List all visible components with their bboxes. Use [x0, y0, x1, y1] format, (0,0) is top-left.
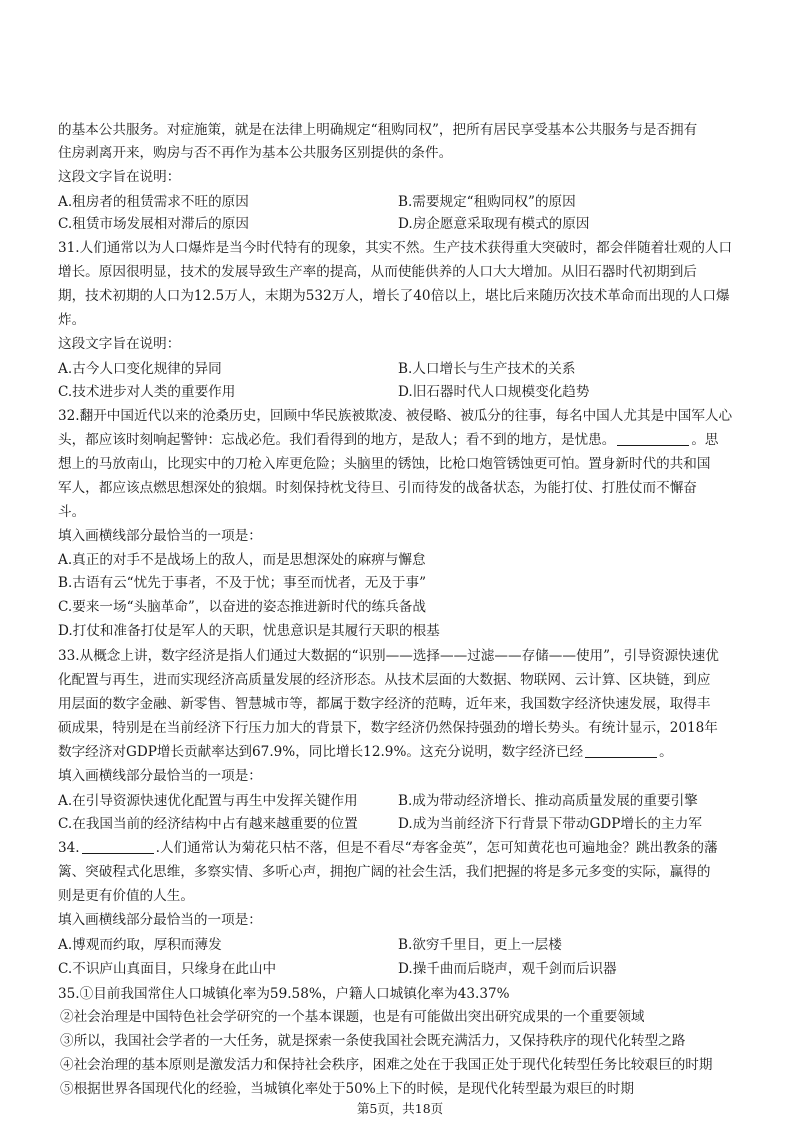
- fill-blank: [82, 839, 154, 854]
- paragraph-line: 斗。: [58, 504, 86, 520]
- paragraph-line: 住房剥离开来，购房与否不再作为基本公共服务区别提供的条件。: [58, 145, 453, 161]
- option-b: B.成为带动经济增长、推动高质量发展的重要引擎: [398, 793, 698, 809]
- paragraph-line: 32.翻开中国近代以来的沧桑历史，回顾中华民族被欺凌、被侵略、被瓜分的往事，每名中国人尤其是中国军人心: [58, 408, 733, 424]
- option-c: C.租赁市场发展相对滞后的原因: [58, 216, 249, 232]
- paragraph-line: 增长。原因很明显，技术的发展导致生产率的提高，从而使能供养的人口大大增加。从旧石器时代初期到后: [58, 264, 697, 280]
- paragraph-line: 34. .人们通常认为菊花只枯不落，但是不看尽“寿客金英”，怎可知黄花也可遍地金？跳出教条的藩: [58, 840, 718, 856]
- paragraph-line: 军人，都应该点燃思想深处的狼烟。时刻保持枕戈待旦、引而待发的战备状态，为能打仗、打胜仗而不懈奋: [58, 480, 697, 496]
- question-prompt: 填入画横线部分最恰当的一项是：: [58, 528, 262, 544]
- fill-blank: [585, 743, 657, 758]
- question-prompt: 这段文字旨在说明：: [58, 169, 181, 185]
- option-d: D.操千曲而后晓声，观千剑而后识器: [398, 961, 617, 977]
- option-a: A.古今人口变化规律的异同: [58, 361, 222, 377]
- option-c: C.要来一场“头脑革命”，以奋进的姿态推进新时代的练兵备战: [58, 599, 426, 615]
- fill-blank: [617, 431, 689, 446]
- paragraph-line: 化配置与再生，进而实现经济高质量发展的经济形态。从技术层面的大数据、物联网、云计算、区块链，到应: [58, 672, 711, 688]
- option-c: C.在我国当前的经济结构中占有越来越重要的位置: [58, 816, 358, 832]
- sentence-item: ③所以，我国社会学者的一大任务，就是探索一条使我国社会既充满活力，又保持秩序的现代化转型之路: [60, 1033, 686, 1049]
- paragraph-line: 炸。: [58, 312, 86, 328]
- sentence-item: ④社会治理的基本原则是激发活力和保持社会秩序，困难之处在于我国正处于现代化转型任务比较艰巨的时期: [60, 1057, 713, 1073]
- paragraph-line: 用层面的数字金融、新零售、智慧城市等，都属于数字经济的范畴，近年来，我国数字经济快速发展，取得丰: [58, 696, 711, 712]
- paragraph-line: 则是更有价值的人生。: [58, 888, 194, 904]
- sentence-item: 35.①目前我国常住人口城镇化率为59.58%，户籍人口城镇化率为43.37%: [58, 986, 510, 1002]
- option-a: A.在引导资源快速优化配置与再生中发挥关键作用: [58, 793, 358, 809]
- question-prompt: 填入画横线部分最恰当的一项是：: [58, 912, 262, 928]
- question-prompt: 填入画横线部分最恰当的一项是：: [58, 768, 262, 784]
- option-a: A.真正的对手不是战场上的敌人，而是思想深处的麻痹与懈怠: [58, 552, 426, 568]
- option-b: B.需要规定“租购同权”的原因: [398, 194, 576, 210]
- page-number: 第5页，共18页: [356, 1101, 444, 1116]
- option-d: D.打仗和准备打仗是军人的天职，忧患意识是其履行天职的根基: [58, 623, 440, 639]
- paragraph-line: 硕成果，特别是在当前经济下行压力加大的背景下，数字经济仍然保持强劲的增长势头。有统计显示，2018年: [58, 720, 718, 736]
- paragraph-line: 33.从概念上讲，数字经济是指人们通过大数据的“识别——选择——过滤——存储——使用”，引导资源快速优: [58, 648, 719, 664]
- option-c: C.不识庐山真面目，只缘身在此山中: [58, 961, 277, 977]
- sentence-item: ⑤根据世界各国现代化的经验，当城镇化率处于50%上下的时候，是现代化转型最为艰巨的时期: [60, 1081, 634, 1097]
- option-d: D.房企愿意采取现有模式的原因: [398, 216, 590, 232]
- option-c: C.技术进步对人类的重要作用: [58, 384, 236, 400]
- paragraph-line: 想上的马放南山，比现实中的刀枪入库更危险；头脑里的锈蚀，比枪口炮管锈蚀更可怕。置身新时代的共和国: [58, 456, 711, 472]
- paragraph-line: 期，技术初期的人口为12.5万人，末期为532万人，增长了40倍以上，堪比后来随历次技术革命而出现的人口爆: [58, 288, 730, 304]
- option-a: A.博观而约取，厚积而薄发: [58, 937, 222, 953]
- paragraph-line: 的基本公共服务。对症施策，就是在法律上明确规定“租购同权”，把所有居民享受基本公共服务与是否拥有: [58, 122, 698, 138]
- sentence-item: ②社会治理是中国特色社会学研究的一个基本课题，也是有可能做出突出研究成果的一个重要领域: [60, 1009, 645, 1025]
- option-a: A.租房者的租赁需求不旺的原因: [58, 194, 249, 210]
- option-b: B.欲穷千里目，更上一层楼: [398, 937, 562, 953]
- paragraph-line: 31.人们通常以为人口爆炸是当今时代特有的现象，其实不然。生产技术获得重大突破时，都会伴随着壮观的人口: [58, 240, 733, 256]
- paragraph-line: 头，都应该时刻响起警钟：忘战必危。我们看得到的地方，是敌人；看不到的地方，是忧患。 。思: [58, 432, 719, 448]
- option-d: D.成为当前经济下行背景下带动GDP增长的主力军: [398, 816, 702, 832]
- question-prompt: 这段文字旨在说明：: [58, 336, 181, 352]
- paragraph-line: 篱、突破程式化思维，多察实情、多听心声，拥抱广阔的社会生活，我们把握的将是多元多变的实际，赢得的: [58, 864, 711, 880]
- paragraph-line: 数字经济对GDP增长贡献率达到67.9%，同比增长12.9%。这充分说明，数字经济已经 。: [58, 744, 673, 760]
- option-b: B.古语有云“忧先于事者，不及于忧；事至而忧者，无及于事”: [58, 575, 427, 591]
- option-d: D.旧石器时代人口规模变化趋势: [398, 384, 590, 400]
- option-b: B.人口增长与生产技术的关系: [398, 361, 576, 377]
